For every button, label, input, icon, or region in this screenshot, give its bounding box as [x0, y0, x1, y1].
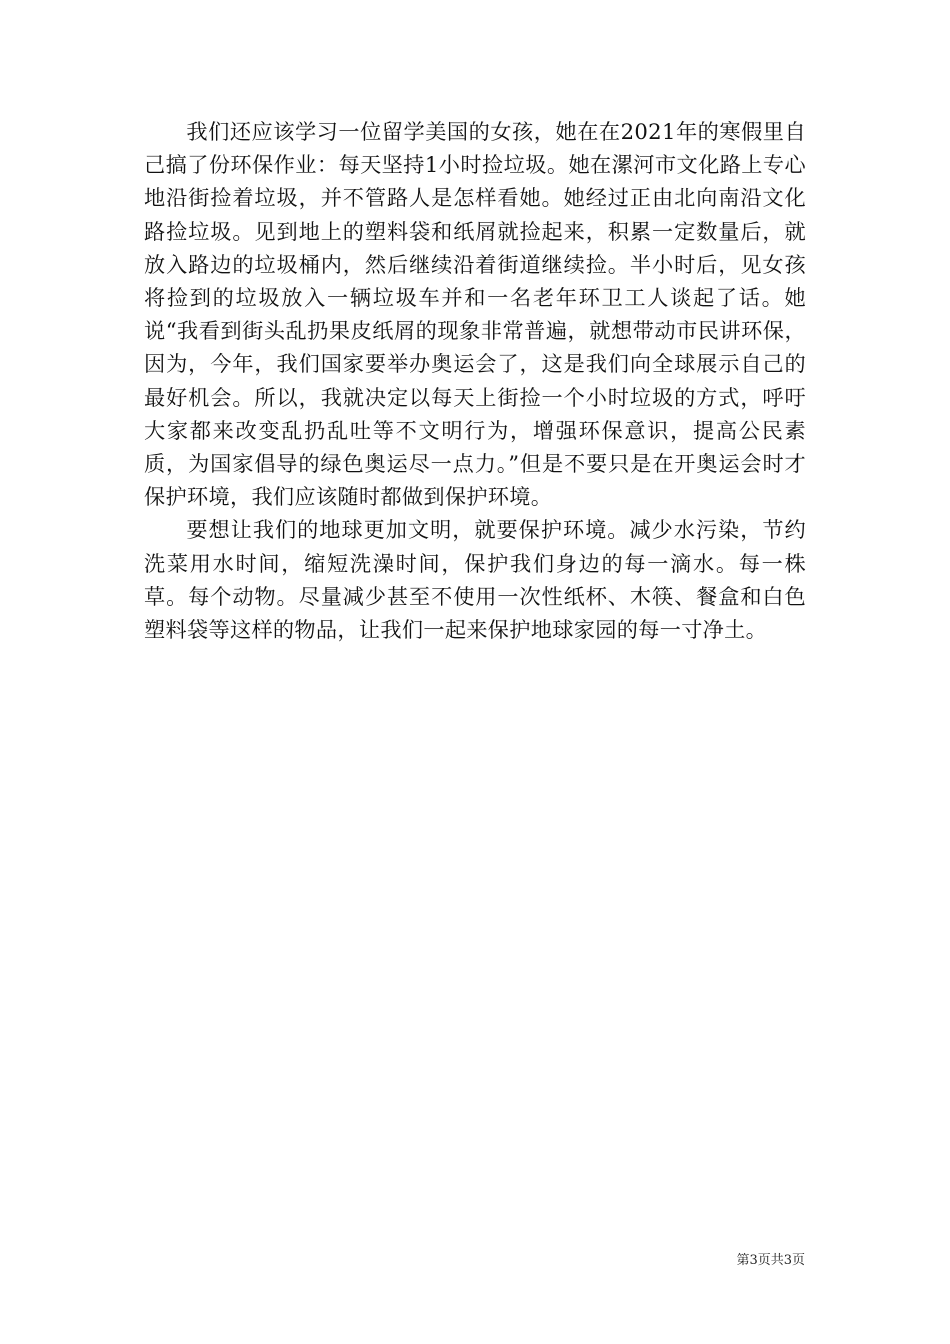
page-number-footer: 第3页共3页 — [736, 1253, 805, 1268]
paragraph-2: 要想让我们的地球更加文明，就要保护环境。减少水污染，节约洗菜用水时间，缩短洗澡时间，保护我们身边的每一滴水。每一株草。每个动物。尽量减少甚至不使用一次性纸杯、木筷、餐盒和白色塑料袋等这样的物品，让我们一起来保护地球家园的每一寸净土。 — [144, 517, 806, 643]
paragraph-1: 我们还应该学习一位留学美国的女孩，她在在2021年的寒假里自己搞了份环保作业：每天坚持1小时捡垃圾。她在漯河市文化路上专心地沿街捡着垃圾，并不管路人是怎样看她。她经过正由北向南沿文化路捡垃圾。见到地上的塑料袋和纸屑就捡起来，积累一定数量后，就放入路边的垃圾桶内，然后继续沿着街道继续捡。半小时后，见女孩将捡到的垃圾放入一辆垃圾车并和一名老年环卫工人谈起了话。她说“我看到街头乱扔果皮纸屑的现象非常普遍，就想带动市民讲环保，因为，今年，我们国家要举办奥运会了，这是我们向全球展示自己的最好机会。所以，我就决定以每天上街捡一个小时垃圾的方式，呼吁大家都来改变乱扔乱吐等不文明行为，增强环保意识，提高公民素质，为国家倡导的绿色奥运尽一点力。”但是不要只是在开奥运会时才保护环境，我们应该随时都做到保护环境。 — [144, 119, 806, 510]
document-body — [144, 115, 806, 646]
